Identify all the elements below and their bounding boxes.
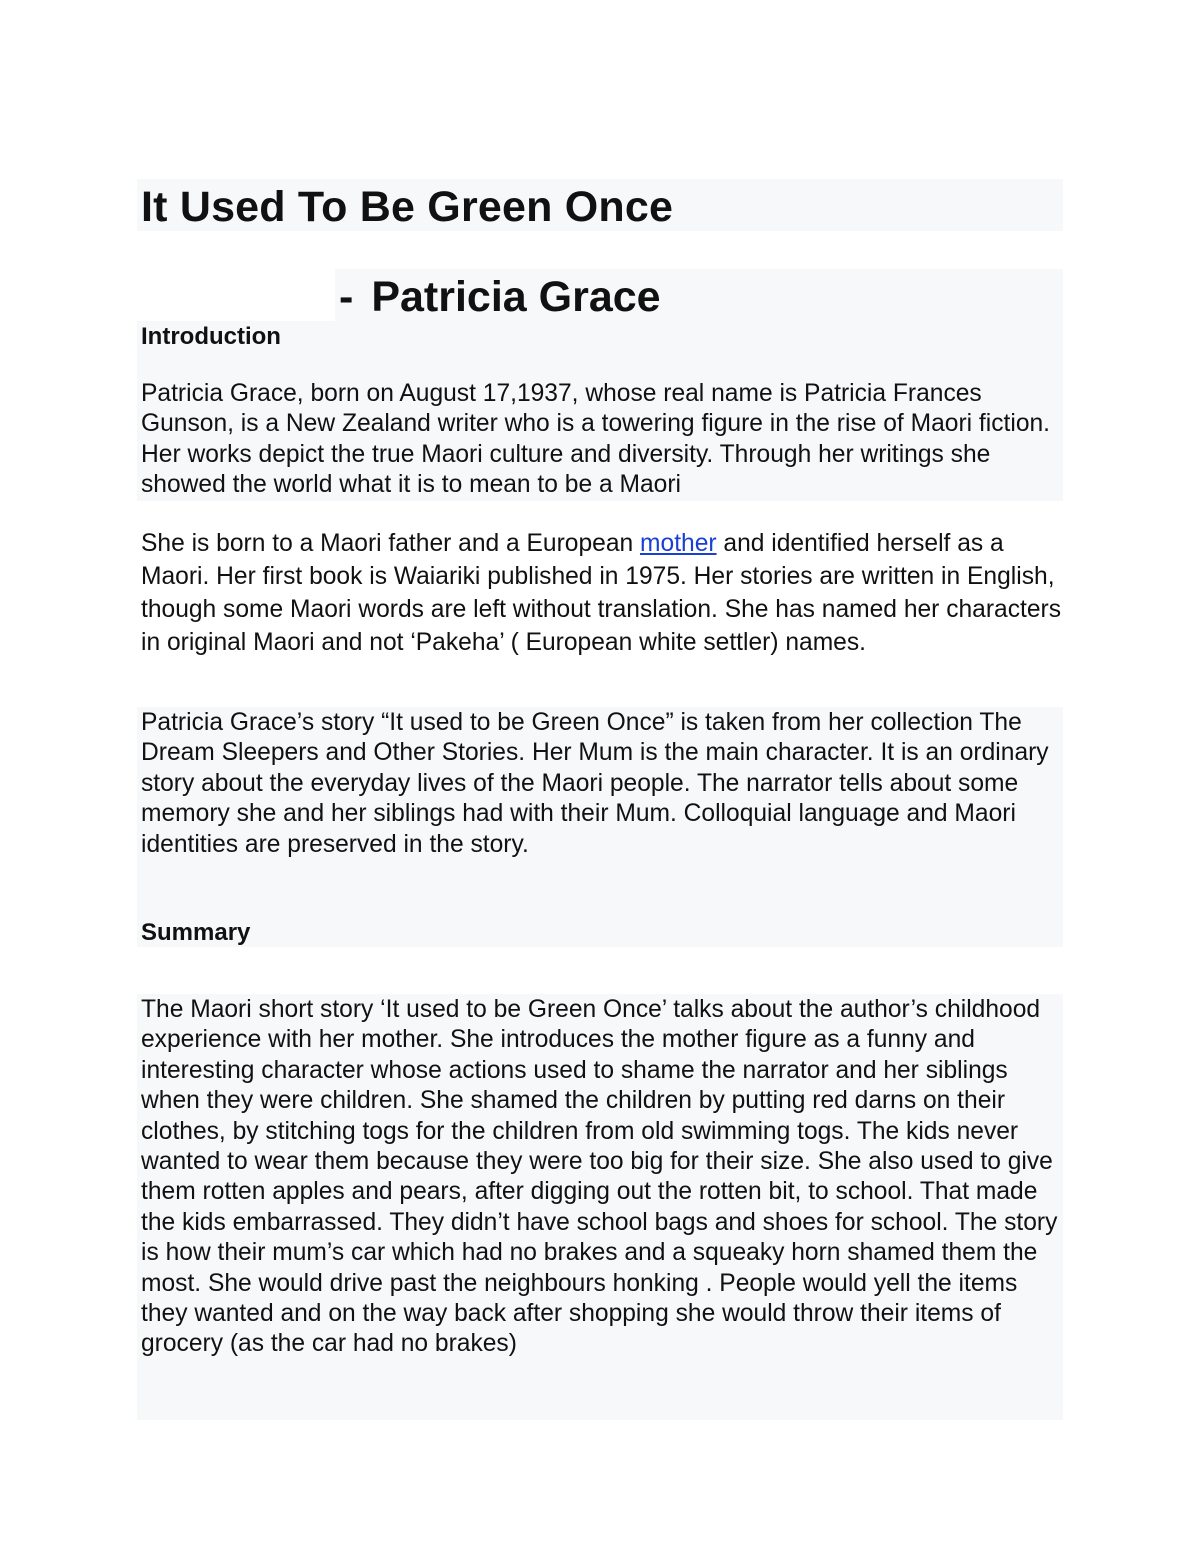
mother-link[interactable]: mother xyxy=(640,530,717,557)
document-title: It Used To Be Green Once xyxy=(141,183,674,231)
author-line xyxy=(339,271,661,323)
author-name: Patricia Grace xyxy=(371,273,661,321)
summary-paragraph: The Maori short story ‘It used to be Green Once’ talks about the author’s childhood experience with her mother. She introduces the mother figure as a funny and interesting character whose actions used to shame the narrator and her siblings when they were children. She shamed the children by putting red darns on their clothes, by stitching togs for the children from old swimming togs. The kids never wanted to wear them because they were too big for their size. She also used to give them rotten apples and pears, after digging out the rotten bit, to school. That made the kids embarrassed. They didn’t have school bags and shoes for school. The story is how their mum’s car which had no brakes and a squeaky horn shamed them the most. She would drive past the neighbours honking . People would yell the items they wanted and on the way back after shopping she would throw their items of grocery (as the car had no brakes) xyxy=(141,996,1058,1358)
intro-heading: Introduction xyxy=(141,323,281,350)
summary-heading: Summary xyxy=(141,919,251,946)
author-dash: - xyxy=(339,273,354,321)
story-paragraph: Patricia Grace’s story “It used to be Green Once” is taken from her collection The Dream Sleepers and Other Stories. Her Mum is the main character. It is an ordinary story about the everyday lives of the Maori people. The narrator tells about some memory she and her siblings had with their Mum. Colloquial language and Maori identities are preserved in the story. xyxy=(141,709,1049,858)
background-paragraph xyxy=(141,527,1066,659)
intro-paragraph: Patricia Grace, born on August 17,1937, whose real name is Patricia Frances Gunson, is a New Zealand writer who is a towering figure in the rise of Maori fiction. Her works depict the true Maori culture and diversity. Through her writings she showed the world what it is to mean to be a Maori xyxy=(141,380,1051,499)
background-text-end: and identified herself as a Maori. Her first book is Waiariki published in 1975. Her stories are written in English, though some Maori words are left without translation. She has named her characters in original Maori and not ‘Pakeha’ ( European white settler) names. xyxy=(141,530,1062,656)
background-text-start: She is born to a Maori father and a European xyxy=(141,530,641,557)
